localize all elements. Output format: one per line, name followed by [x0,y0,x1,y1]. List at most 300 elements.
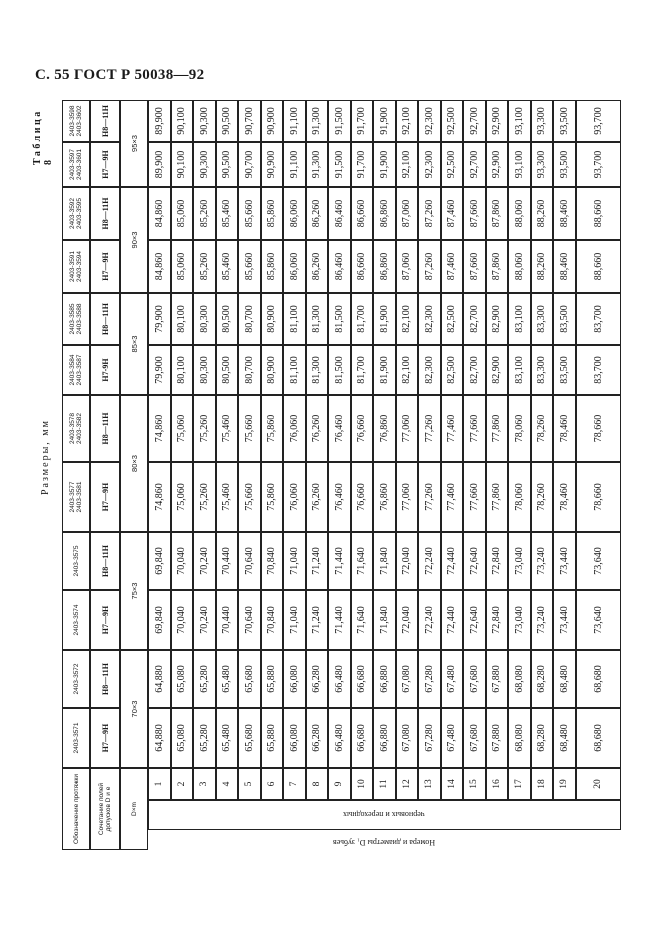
table-cell: 80,100 [171,293,194,345]
row-number: 3 [193,768,216,800]
table-cell: 89,900 [148,142,171,187]
table-cell: 92,500 [441,142,464,187]
table-cell: 81,300 [306,345,329,395]
table-cell: 76,660 [351,395,374,462]
table-cell: 76,060 [283,395,306,462]
table-cell: 74,860 [148,462,171,532]
page-title: С. 55 ГОСТ Р 50038—92 [35,67,205,83]
table-cell: 64,880 [148,708,171,768]
table-cell: 82,300 [418,293,441,345]
table-cell: 80,900 [261,293,284,345]
designation-code: 2403-3597 [69,148,76,181]
table-cell: 85,660 [238,187,261,240]
table-cell: 75,860 [261,462,284,532]
table-cell: 77,860 [486,462,509,532]
table-cell: 83,700 [576,345,621,395]
table-cell: 87,260 [418,187,441,240]
table-cell: 92,900 [486,100,509,142]
column-tolerance: H8—11H [90,532,120,590]
table-cell: 86,860 [373,240,396,293]
table-cell: 73,440 [553,590,576,650]
table-cell: 86,060 [283,240,306,293]
designation-code: 2403-3574 [72,604,80,636]
size-group: 85×3 [120,293,148,395]
table-cell: 76,860 [373,462,396,532]
column-tolerance: H8—11H [90,187,120,240]
designation-code: 2403-3592 [69,197,76,230]
table-cell: 93,300 [531,100,554,142]
table-cell: 65,080 [171,650,194,708]
table-cell: 78,260 [531,395,554,462]
table-cell: 83,300 [531,293,554,345]
table-cell: 84,860 [148,187,171,240]
table-cell: 91,100 [283,142,306,187]
table-cell: 80,300 [193,345,216,395]
table-cell: 93,700 [576,100,621,142]
row-number: 15 [463,768,486,800]
row-number: 8 [306,768,329,800]
column-tolerance: H8—11H [90,100,120,142]
table-cell: 83,300 [531,345,554,395]
table-cell: 86,660 [351,187,374,240]
table-cell: 74,860 [148,395,171,462]
table-cell: 80,700 [238,345,261,395]
table-cell: 85,860 [261,240,284,293]
size-group: 70×3 [120,650,148,768]
table-cell: 68,280 [531,650,554,708]
table-cell: 67,080 [396,650,419,708]
table-cell: 76,660 [351,462,374,532]
table-cell: 76,060 [283,462,306,532]
row-number: 4 [216,768,239,800]
table-cell: 72,240 [418,532,441,590]
table-cell: 66,880 [373,650,396,708]
column-tolerance: H8—11H [90,293,120,345]
designation-code: 2403-3601 [76,148,83,181]
table-cell: 87,060 [396,187,419,240]
table-cell: 87,460 [441,187,464,240]
table-cell: 71,640 [351,590,374,650]
table-cell: 92,300 [418,142,441,187]
table-cell: 86,260 [306,240,329,293]
table-cell: 83,100 [508,293,531,345]
table-cell: 80,500 [216,345,239,395]
table-cell: 68,680 [576,708,621,768]
table-cell: 73,640 [576,532,621,590]
table-cell: 88,060 [508,240,531,293]
table-cell: 83,500 [553,293,576,345]
table-cell: 69,840 [148,532,171,590]
table-cell: 82,100 [396,293,419,345]
column-designation [62,395,90,462]
table-cell: 71,440 [328,590,351,650]
table-cell: 86,260 [306,187,329,240]
table-cell: 75,260 [193,395,216,462]
table-cell: 82,900 [486,345,509,395]
table-cell: 72,640 [463,532,486,590]
table-cell: 66,680 [351,650,374,708]
table-cell: 75,860 [261,395,284,462]
row-number: 19 [553,768,576,800]
table-cell: 80,500 [216,293,239,345]
table-cell: 80,900 [261,345,284,395]
size-group: 90×3 [120,187,148,293]
table-cell: 85,060 [171,187,194,240]
table-cell: 70,640 [238,590,261,650]
table-cell: 83,100 [508,345,531,395]
table-cell: 82,500 [441,293,464,345]
designation-code: 2403-3595 [76,197,83,230]
table-cell: 89,900 [148,100,171,142]
row-label-outer [148,830,621,855]
table-cell: 71,240 [306,590,329,650]
row-number: 17 [508,768,531,800]
header-size: D×m [120,768,148,850]
table-cell: 75,060 [171,462,194,532]
table-cell: 87,660 [463,187,486,240]
table-cell: 91,700 [351,142,374,187]
table-cell: 92,900 [486,142,509,187]
table-cell: 91,900 [373,142,396,187]
table-cell: 86,460 [328,240,351,293]
table-cell: 71,440 [328,532,351,590]
table-cell: 64,880 [148,650,171,708]
table-cell: 81,900 [373,293,396,345]
table-cell: 65,680 [238,708,261,768]
table-cell: 92,300 [418,100,441,142]
table-cell: 93,700 [576,142,621,187]
table-cell: 77,060 [396,395,419,462]
table-cell: 81,700 [351,345,374,395]
table-cell: 67,680 [463,708,486,768]
designation-code: 2403-3582 [76,412,83,445]
table-cell: 90,900 [261,142,284,187]
table-cell: 71,040 [283,590,306,650]
table-cell: 75,660 [238,462,261,532]
table-cell: 88,660 [576,240,621,293]
table-cell: 68,680 [576,650,621,708]
designation-code: 2403-3598 [69,105,76,137]
designation-code: 2403-3575 [72,545,80,577]
table-cell: 72,840 [486,532,509,590]
table-cell: 81,700 [351,293,374,345]
table-cell: 90,700 [238,142,261,187]
table-cell: 67,080 [396,708,419,768]
table-cell: 73,240 [531,590,554,650]
column-tolerance: H8—11H [90,650,120,708]
table-label: Таблица 8 [32,109,54,165]
table-cell: 79,900 [148,345,171,395]
table-cell: 88,460 [553,187,576,240]
row-label-outer-text: Номера и диаметры D₁ зубьев [333,838,436,847]
table-cell: 90,900 [261,100,284,142]
row-label-inner [148,800,621,830]
row-number: 7 [283,768,306,800]
column-designation [62,708,90,768]
column-tolerance: H7—9H [90,240,120,293]
table-8 [32,100,622,855]
table-cell: 66,280 [306,708,329,768]
table-cell: 81,900 [373,345,396,395]
table-cell: 77,860 [486,395,509,462]
table-cell: 90,500 [216,142,239,187]
table-cell: 65,280 [193,708,216,768]
table-cell: 86,860 [373,187,396,240]
table-cell: 85,460 [216,240,239,293]
table-cell: 75,460 [216,462,239,532]
row-number: 12 [396,768,419,800]
column-tolerance: H7-9H [90,345,120,395]
row-number: 18 [531,768,554,800]
table-cell: 91,500 [328,100,351,142]
column-designation [62,240,90,293]
table-cell: 87,060 [396,240,419,293]
column-tolerance: H8—11H [90,395,120,462]
table-cell: 72,040 [396,532,419,590]
table-cell: 68,480 [553,650,576,708]
table-cell: 73,040 [508,532,531,590]
column-tolerance: H7—9H [90,462,120,532]
table-cell: 86,460 [328,187,351,240]
table-cell: 85,860 [261,187,284,240]
table-cell: 65,880 [261,650,284,708]
table-cell: 87,860 [486,240,509,293]
table-cell: 77,660 [463,395,486,462]
table-cell: 66,080 [283,708,306,768]
table-cell: 65,480 [216,650,239,708]
row-number: 14 [441,768,464,800]
table-cell: 85,660 [238,240,261,293]
table-cell: 80,300 [193,293,216,345]
column-designation [62,142,90,187]
table-cell: 67,280 [418,650,441,708]
designation-code: 2403-3571 [72,722,80,754]
table-cell: 83,700 [576,293,621,345]
table-cell: 67,880 [486,708,509,768]
table-cell: 70,040 [171,590,194,650]
table-cell: 86,660 [351,240,374,293]
table-cell: 78,460 [553,395,576,462]
table-cell: 91,100 [283,100,306,142]
table-cell: 84,860 [148,240,171,293]
table-cell: 66,480 [328,708,351,768]
table-cell: 87,460 [441,240,464,293]
column-designation [62,345,90,395]
table-cell: 67,280 [418,708,441,768]
table-cell: 70,840 [261,590,284,650]
header-tolerance: Сочетание полей допусков D и e [90,768,120,850]
column-designation [62,293,90,345]
table-cell: 66,280 [306,650,329,708]
table-cell: 66,680 [351,708,374,768]
row-number: 2 [171,768,194,800]
table-cell: 81,300 [306,293,329,345]
table-cell: 88,260 [531,187,554,240]
table-cell: 88,060 [508,187,531,240]
table-cell: 87,860 [486,187,509,240]
table-cell: 90,700 [238,100,261,142]
designation-code: 2403-3588 [76,303,83,335]
designation-code: 2403-3577 [69,481,76,513]
table-cell: 87,260 [418,240,441,293]
column-designation [62,590,90,650]
column-designation [62,100,90,142]
row-number: 20 [576,768,621,800]
table-cell: 75,660 [238,395,261,462]
table-cell: 77,460 [441,462,464,532]
table-cell: 70,240 [193,590,216,650]
table-cell: 81,500 [328,345,351,395]
column-tolerance: H7—9H [90,590,120,650]
table-cell: 71,840 [373,590,396,650]
designation-code: 2403-3572 [72,663,80,695]
row-number: 5 [238,768,261,800]
table-cell: 92,100 [396,142,419,187]
table-cell: 65,680 [238,650,261,708]
table-cell: 77,260 [418,395,441,462]
table-cell: 73,640 [576,590,621,650]
table-cell: 82,100 [396,345,419,395]
table-cell: 66,080 [283,650,306,708]
table-cell: 90,500 [216,100,239,142]
table-cell: 73,440 [553,532,576,590]
table-cell: 73,240 [531,532,554,590]
table-cell: 75,060 [171,395,194,462]
table-cell: 88,460 [553,240,576,293]
column-tolerance: H7—9H [90,142,120,187]
table-cell: 82,500 [441,345,464,395]
table-cell: 91,700 [351,100,374,142]
table-cell: 92,100 [396,100,419,142]
table-cell: 75,260 [193,462,216,532]
table-cell: 90,300 [193,100,216,142]
table-cell: 72,440 [441,532,464,590]
table-cell: 72,640 [463,590,486,650]
column-designation [62,187,90,240]
table-cell: 71,040 [283,532,306,590]
table-cell: 82,300 [418,345,441,395]
table-cell: 93,100 [508,142,531,187]
table-cell: 72,440 [441,590,464,650]
header-designation: Обозначение протяжки [62,768,90,850]
table-cell: 68,080 [508,708,531,768]
table-cell: 72,040 [396,590,419,650]
table-cell: 90,300 [193,142,216,187]
table-cell: 82,700 [463,293,486,345]
table-cell: 92,500 [441,100,464,142]
table-cell: 70,440 [216,532,239,590]
table-cell: 78,260 [531,462,554,532]
designation-code: 2403-3594 [76,250,83,283]
table-cell: 70,240 [193,532,216,590]
designation-code: 2403-3602 [76,105,83,137]
table-cell: 79,900 [148,293,171,345]
table-cell: 70,640 [238,532,261,590]
table-cell: 68,480 [553,708,576,768]
row-label-inner-text: черновых и переходных [343,810,426,820]
row-number: 10 [351,768,374,800]
table-cell: 85,260 [193,240,216,293]
table-cell: 93,300 [531,142,554,187]
size-group: 80×3 [120,395,148,532]
table-cell: 85,060 [171,240,194,293]
table-cell: 78,660 [576,395,621,462]
table-cell: 76,260 [306,462,329,532]
table-cell: 80,700 [238,293,261,345]
size-group: 95×3 [120,100,148,187]
table-cell: 78,660 [576,462,621,532]
table-cell: 75,460 [216,395,239,462]
column-tolerance: H7—9H [90,708,120,768]
dimensions-label: Размеры, мм [40,419,51,495]
row-number: 13 [418,768,441,800]
size-group: 75×3 [120,532,148,650]
table-cell: 85,460 [216,187,239,240]
table-cell: 72,840 [486,590,509,650]
table-cell: 71,640 [351,532,374,590]
table-cell: 78,460 [553,462,576,532]
designation-code: 2403-3578 [69,412,76,445]
table-cell: 76,260 [306,395,329,462]
table-cell: 88,660 [576,187,621,240]
table-cell: 86,060 [283,187,306,240]
column-designation [62,650,90,708]
table-cell: 76,860 [373,395,396,462]
designation-code: 2403-3585 [69,303,76,335]
table-cell: 91,500 [328,142,351,187]
table-cell: 78,060 [508,395,531,462]
table-cell: 77,260 [418,462,441,532]
table-cell: 80,100 [171,345,194,395]
table-cell: 77,660 [463,462,486,532]
table-cell: 71,840 [373,532,396,590]
table-cell: 81,100 [283,293,306,345]
table-cell: 65,280 [193,650,216,708]
table-cell: 76,460 [328,462,351,532]
table-cell: 67,880 [486,650,509,708]
table-cell: 82,700 [463,345,486,395]
table-cell: 85,260 [193,187,216,240]
table-cell: 65,080 [171,708,194,768]
column-designation [62,532,90,590]
table-cell: 81,500 [328,293,351,345]
row-number: 9 [328,768,351,800]
table-cell: 67,680 [463,650,486,708]
table-cell: 70,840 [261,532,284,590]
table-cell: 65,880 [261,708,284,768]
row-number: 11 [373,768,396,800]
table-cell: 92,700 [463,142,486,187]
table-cell: 91,300 [306,100,329,142]
table-cell: 87,660 [463,240,486,293]
table-cell: 66,480 [328,650,351,708]
row-number: 1 [148,768,171,800]
table-cell: 67,480 [441,708,464,768]
table-cell: 73,040 [508,590,531,650]
table-cell: 68,080 [508,650,531,708]
table-cell: 69,840 [148,590,171,650]
table-cell: 92,700 [463,100,486,142]
table-cell: 78,060 [508,462,531,532]
designation-code: 2403-3587 [76,354,83,386]
table-cell: 72,240 [418,590,441,650]
table-cell: 91,300 [306,142,329,187]
designation-code: 2403-3591 [69,250,76,283]
table-cell: 77,060 [396,462,419,532]
table-cell: 93,500 [553,100,576,142]
table-cell: 82,900 [486,293,509,345]
table-cell: 71,240 [306,532,329,590]
